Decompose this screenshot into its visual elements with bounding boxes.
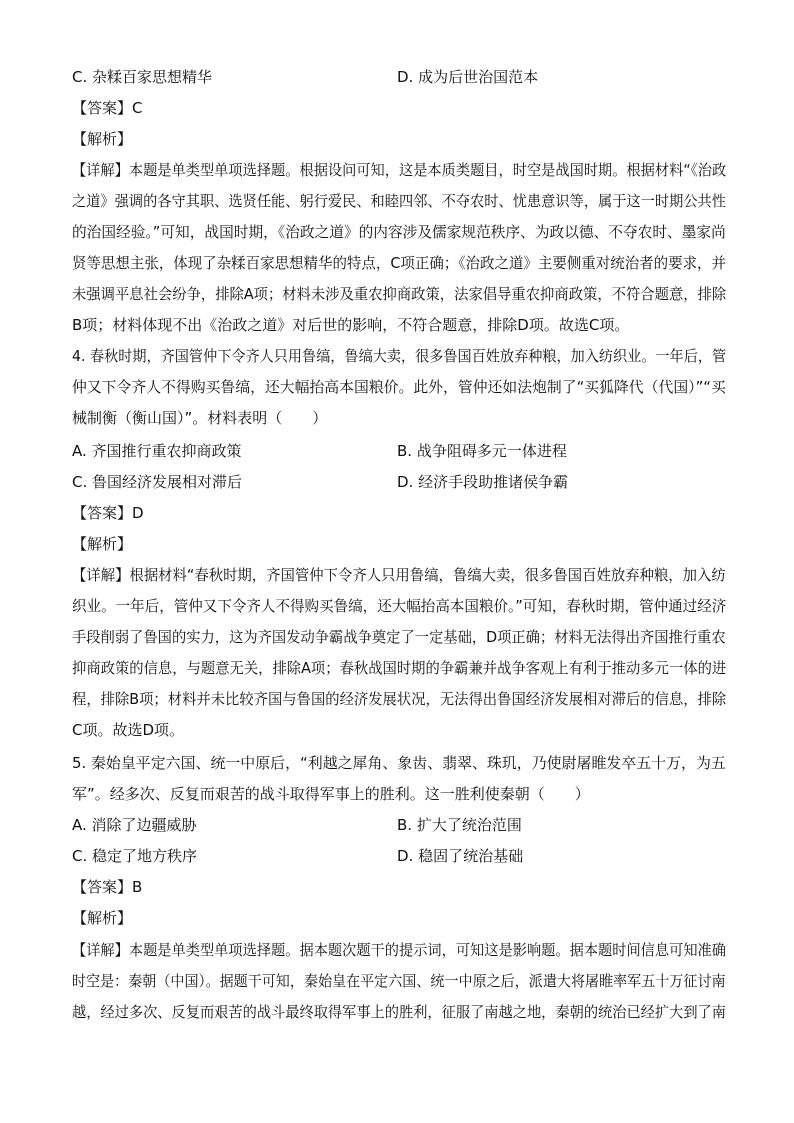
q4-detail-line: 【详解】根据材料“春秋时期，齐国管仲下令齐人只用鲁缟，鲁缟大卖，很多鲁国百姓放弃种粮，加入纺 [72,566,726,584]
q3-option-c[interactable]: C. 杂糅百家思想精华 [72,68,213,86]
q4-options-row-cd [72,472,732,492]
q4-detail-line: 手段削弱了鲁国的实力，这为齐国发动争霸战争奠定了一定基础，D项正确；材料无法得出齐国推行重农 [72,628,726,646]
q5-analysis-heading: 【解析】 [72,909,133,927]
q5-detail-line: 【详解】本题是单类型单项选择题。据本题次题干的提示词，可知这是影响题。据本题时间信息可知准确 [72,941,726,959]
q5-answer: 【答案】B [72,878,143,896]
q5-option-c[interactable]: C. 稳定了地方秩序 [72,847,198,865]
q4-detail-line: 程，排除B项；材料并未比较齐国与鲁国的经济发展状况，无法得出鲁国经济发展相对滞后的信息，排除 [72,690,727,708]
q5-stem-line: 5. 秦始皇平定六国、统一中原后，“利越之犀角、象齿、翡翠、珠玑，乃使尉屠睢发卒五十万，为五 [72,754,726,772]
q3-detail-line: 【详解】本题是单类型单项选择题。根据设问可知，这是本质类题目，时空是战国时期。根据材料“《治政 [72,161,727,179]
q4-answer: 【答案】D [72,504,144,522]
q3-analysis-heading: 【解析】 [72,130,133,148]
q3-detail-line: B项；材料体现不出《治政之道》对后世的影响，不符合题意，排除D项。故选C项。 [72,316,630,334]
q3-detail-line: 之道》强调的各守其职、选贤任能、躬行爱民、和睦四邻、不夺农时、忧患意识等，属于这一时期公共性 [72,192,726,210]
q4-option-a[interactable]: A. 齐国推行重农抑商政策 [72,442,242,460]
q5-options-row-ab [72,815,732,835]
q4-detail-line: C项。故选D项。 [72,721,185,739]
q4-options-row-ab [72,441,732,461]
q4-stem-line: 仲又下令齐人不得购买鲁缟，还大幅抬高本国粮价。此外，管仲还如法炮制了“买狐降代（代国）”“买 [72,378,726,396]
q3-option-d[interactable]: D. 成为后世治国范本 [397,68,539,86]
q4-analysis-heading: 【解析】 [72,535,133,553]
q3-detail-line: 未强调平息社会纷争，排除A项；材料未涉及重农抑商政策，法家倡导重农抑商政策，不符合题意，排除 [72,285,727,303]
q5-option-b[interactable]: B. 扩大了统治范围 [397,816,522,834]
q3-detail-line: 贤等思想主张，体现了杂糅百家思想精华的特点，C项正确；《治政之道》主要侧重对统治者的要求，并 [72,254,726,272]
q5-option-d[interactable]: D. 稳固了统治基础 [397,847,524,865]
q3-detail-line: 的治国经验。”可知，战国时期，《治政之道》的内容涉及儒家规范秩序、为政以德、不夺农时、墨家尚 [72,223,726,241]
q4-detail-line: 织业。一年后，管仲又下令齐人不得购买鲁缟，还大幅抬高本国粮价。”可知，春秋时期，管仲通过经济 [72,597,727,615]
q5-detail-line: 时空是：秦朝（中国）。据题干可知，秦始皇在平定六国、统一中原之后，派遣大将屠睢率军五十万征讨南 [72,972,726,990]
q4-stem-line: 4. 春秋时期，齐国管仲下令齐人只用鲁缟，鲁缟大卖，很多鲁国百姓放弃种粮，加入纺织业。一年后，管 [72,347,727,365]
q5-option-a[interactable]: A. 消除了边疆威胁 [72,816,197,834]
q5-options-row-cd [72,846,732,866]
q4-option-b[interactable]: B. 战争阻碍多元一体进程 [397,442,567,460]
q3-answer: 【答案】C [72,99,143,117]
q4-stem-line: 械制衡（衡山国）”。材料表明（ ） [72,409,328,427]
q4-option-c[interactable]: C. 鲁国经济发展相对滞后 [72,473,243,491]
q3-options-row-cd [72,67,732,87]
q4-detail-line: 抑商政策的信息，与题意无关，排除A项；春秋战国时期的争霸兼并战争客观上有利于推动多元一体的进 [72,659,727,677]
q4-option-d[interactable]: D. 经济手段助推诸侯争霸 [397,473,569,491]
q5-detail-line: 越，经过多次、反复而艰苦的战斗最终取得军事上的胜利，征服了南越之地，秦朝的统治已经扩大到了南 [72,1003,726,1021]
q5-stem-line: 军”。经多次、反复而艰苦的战斗取得军事上的胜利。这一胜利使秦朝（ ） [72,785,590,803]
